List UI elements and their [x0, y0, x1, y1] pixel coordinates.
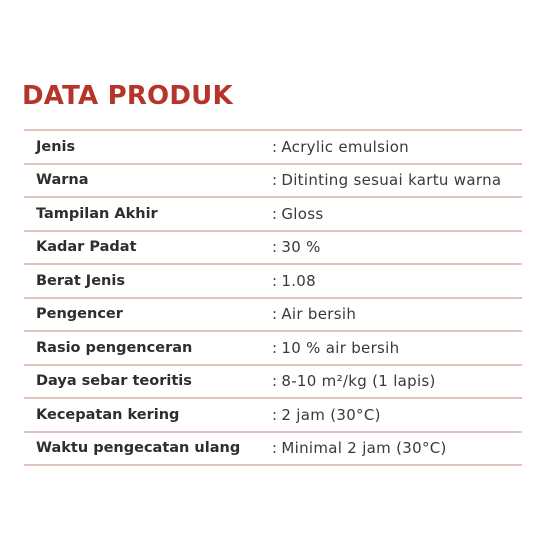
separator: :: [272, 439, 278, 458]
row-label-waktu-pengecatan-ulang: Waktu pengecatan ulang: [36, 440, 241, 457]
row-value-waktu-pengecatan-ulang: [272, 439, 522, 457]
table-row: [24, 332, 522, 366]
separator: :: [272, 405, 278, 424]
product-data-table: [24, 129, 522, 466]
value-text: 10 % air bersih: [281, 338, 400, 357]
table-row: [24, 265, 522, 299]
table-row: [24, 131, 522, 165]
value-text: Acrylic emulsion: [281, 137, 409, 156]
table-row: [24, 366, 522, 400]
value-text: 2 jam (30°C): [281, 405, 381, 424]
row-label-kecepatan-kering: Kecepatan kering: [36, 406, 180, 423]
row-label-kadar-padat: Kadar Padat: [36, 239, 137, 256]
separator: :: [272, 171, 278, 190]
row-value-jenis: [272, 138, 522, 156]
row-label-pengencer: Pengencer: [36, 306, 123, 323]
value-text: Air bersih: [281, 305, 357, 324]
row-value-daya-sebar: [272, 372, 522, 390]
value-text: 1.08: [281, 271, 316, 290]
row-label-berat-jenis: Berat Jenis: [36, 272, 125, 289]
separator: :: [272, 137, 278, 156]
separator: :: [272, 238, 278, 257]
separator: :: [272, 204, 278, 223]
row-value-tampilan-akhir: [272, 205, 522, 223]
row-value-pengencer: [272, 305, 522, 323]
row-label-tampilan-akhir: Tampilan Akhir: [36, 205, 158, 222]
value-text: 8-10 m²/kg (1 lapis): [281, 372, 436, 391]
value-text: 30 %: [281, 238, 321, 257]
value-text: Minimal 2 jam (30°C): [281, 439, 447, 458]
row-value-warna: [272, 171, 522, 189]
row-label-daya-sebar: Daya sebar teoritis: [36, 373, 192, 390]
table-row: [24, 198, 522, 232]
row-value-berat-jenis: [272, 272, 522, 290]
table-row: [24, 399, 522, 433]
row-label-rasio-pengenceran: Rasio pengenceran: [36, 339, 193, 356]
table-row: [24, 232, 522, 266]
page-title: DATA PRODUK: [22, 81, 233, 111]
value-text: Gloss: [281, 204, 324, 223]
table-row: [24, 299, 522, 333]
row-value-kadar-padat: [272, 238, 522, 256]
row-value-kecepatan-kering: [272, 406, 522, 424]
value-text: Ditinting sesuai kartu warna: [281, 171, 502, 190]
row-label-warna: Warna: [36, 172, 89, 189]
separator: :: [272, 372, 278, 391]
row-value-rasio-pengenceran: [272, 339, 522, 357]
table-row: [24, 433, 522, 467]
separator: :: [272, 271, 278, 290]
row-label-jenis: Jenis: [36, 138, 76, 155]
separator: :: [272, 338, 278, 357]
separator: :: [272, 305, 278, 324]
table-row: [24, 165, 522, 199]
